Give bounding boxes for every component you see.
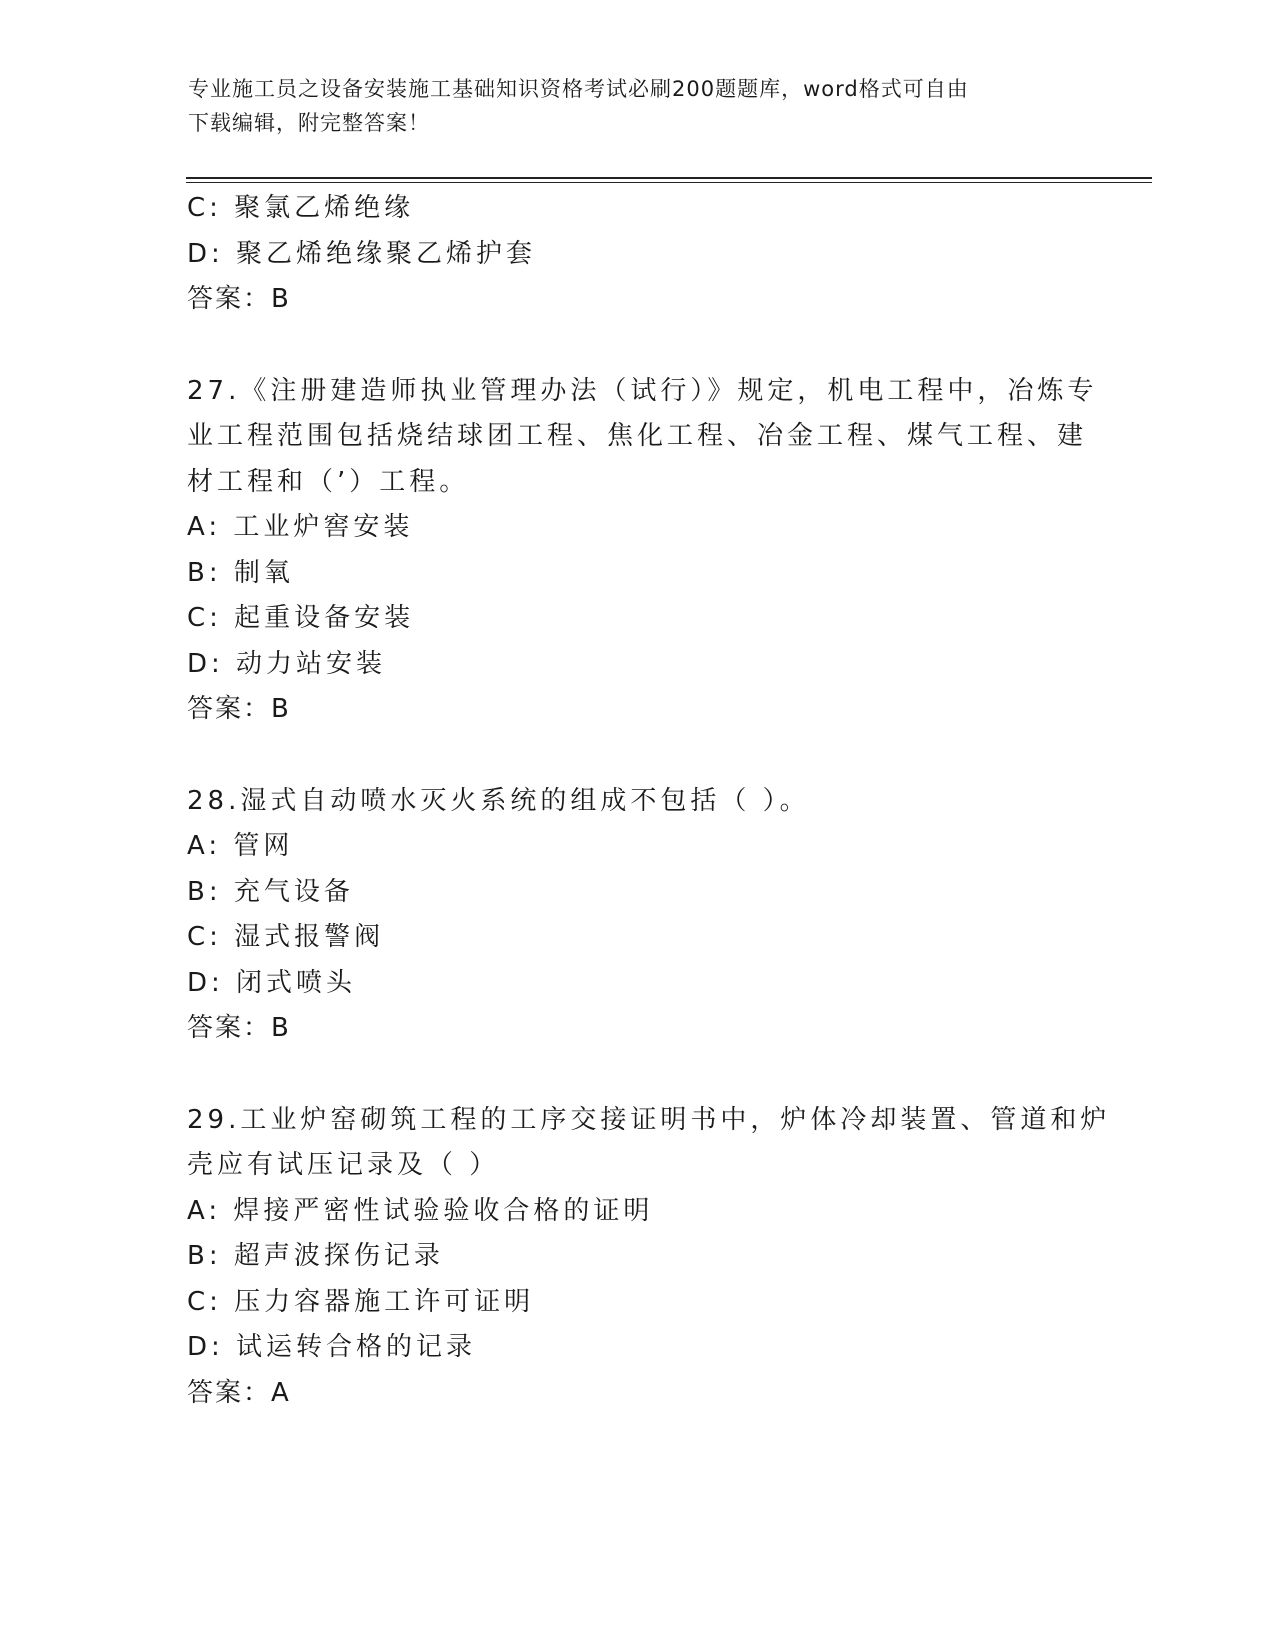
question-list — [187, 186, 1111, 1416]
question-text-line: 壳应有试压记录及（ ） — [187, 1150, 500, 1180]
question-text-line: 28.湿式自动喷水灭火系统的组成不包括（ ）。 — [187, 785, 810, 816]
header-divider — [186, 177, 1152, 183]
option-d: D: 聚乙烯绝缘聚乙烯护套 — [187, 238, 537, 269]
option-b: B: 超声波探伤记录 — [187, 1241, 444, 1271]
header-line-1: 专业施工员之设备安装施工基础知识资格考试必刷200题题库，word格式可自由 — [188, 77, 969, 101]
question-text-line: 29.工业炉窑砌筑工程的工序交接证明书中，炉体冷却装置、管道和炉 — [187, 1104, 1111, 1135]
option-c: C: 湿式报警阀 — [187, 922, 385, 952]
option-c: C: 起重设备安装 — [187, 603, 415, 633]
option-d: D: 试运转合格的记录 — [187, 1332, 477, 1362]
answer-line: 答案：B — [187, 284, 291, 314]
option-a: A: 管网 — [187, 831, 294, 861]
document-header — [188, 72, 1068, 140]
option-a: A: 焊接严密性试验验收合格的证明 — [187, 1195, 654, 1226]
option-d: D: 动力站安装 — [187, 648, 387, 679]
header-line-2: 下载编辑，附完整答案！ — [188, 111, 430, 135]
option-d: D: 闭式喷头 — [187, 967, 357, 998]
answer-line: 答案：B — [187, 694, 291, 724]
question-text-line: 材工程和（’）工程。 — [187, 466, 470, 497]
question-27 — [187, 369, 1098, 733]
option-b: B: 充气设备 — [187, 876, 354, 907]
question-29 — [187, 1098, 1111, 1417]
option-c: C: 聚氯乙烯绝缘 — [187, 193, 415, 223]
question-text-line: 27.《注册建造师执业管理办法（试行）》规定，机电工程中，冶炼专 — [187, 375, 1098, 406]
answer-line: 答案：B — [187, 1013, 291, 1043]
question-26-tail — [187, 186, 1087, 323]
option-c: C: 压力容器施工许可证明 — [187, 1286, 535, 1317]
option-a: A: 工业炉窖安装 — [187, 512, 414, 542]
answer-line: 答案：A — [187, 1377, 291, 1408]
question-text-line: 业工程范围包括烧结球团工程、焦化工程、冶金工程、煤气工程、建 — [187, 421, 1088, 451]
question-28 — [187, 779, 1087, 1052]
option-b: B: 制氧 — [187, 557, 294, 588]
